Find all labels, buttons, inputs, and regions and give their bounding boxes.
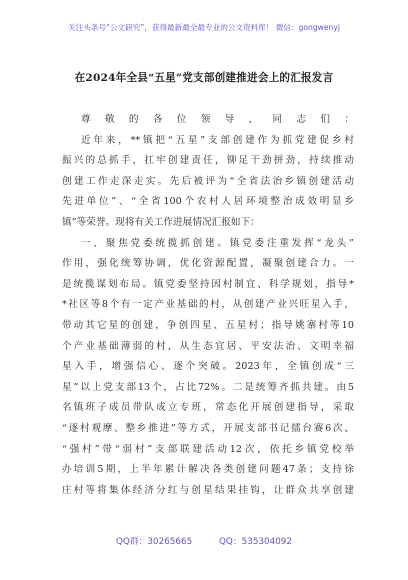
paragraph-line: *社区等8个有一定产业基础的村，从创建产业兴旺星入手， [62, 299, 354, 311]
paragraph-line: 星”以上党支部13个，占比72%。二是统筹齐抓共建。由5 [62, 381, 354, 393]
paragraph-line: 办培训5期，上半年累计解决各类创建问题47条；支持徐 [62, 464, 354, 476]
document-title: 在2024年全县“五星”党支部创建推进会上的汇报发言 [74, 72, 334, 84]
paragraph-line: 振兴的总抓手，扛牢创建责任，铆足干劲拼劲，持续推动 [62, 155, 354, 167]
paragraph-line: 先进单位”、“全省100个农村人居环境整治成效明显乡 [62, 196, 354, 208]
paragraph-line: 带动其它星的创建，争创四星、五星村；指导姚寨村等10 [62, 319, 354, 331]
paragraph-line: 是统揽谋划布局。镇党委坚持因村制宜、科学规划，指导* [62, 278, 354, 290]
salutation-line: 尊敬的各位领导，同志们： [81, 114, 354, 125]
header-banner: 关注头条号“公文研究”，获得最新最全最专业的公文资料库！ 微信：gongwenyj [68, 23, 340, 32]
paragraph-line: 镇”等荣誉。现将有关工作进展情况汇报如下： [62, 216, 260, 228]
paragraph-line: 创建工作走深走实。先后被评为“全省法治乡镇创建活动 [62, 175, 354, 187]
footer-qq-group: QQ群：30265665 [115, 537, 193, 547]
footer-contact [0, 534, 408, 547]
paragraph-line: 星入手，增强信心、逐个突破。2023年，全镇创成“三 [62, 361, 354, 373]
paragraph-line: 一、聚焦党委统揽抓创建。镇党委注重发挥“龙头” [81, 237, 354, 249]
paragraph-line: 庄村等将集体经济分红与创星结果挂钩，让群众共享创建 [62, 484, 354, 496]
paragraph-line: 个产业基础薄弱的村，从生态宜居、平安法治、文明幸福 [62, 340, 354, 352]
paragraph-line: “逐村观摩、整乡推进”等方式，开展支部书记擂台赛6次、 [62, 422, 354, 434]
paragraph-line: “强村”带“弱村”支部联建活动12次，依托乡镇党校举 [62, 443, 354, 455]
paragraph-line: 近年来，**镇把“五星”支部创建作为抓党建促乡村 [81, 134, 354, 146]
document-body [62, 110, 354, 501]
paragraph-line: 作用，强化统筹协调，优化资源配置，凝聚创建合力。一 [62, 258, 354, 270]
footer-qq-number: QQ：535304092 [218, 537, 293, 547]
paragraph-line: 名镇班子成员带队成立专班，常态化开展创建指导，采取 [62, 402, 354, 414]
